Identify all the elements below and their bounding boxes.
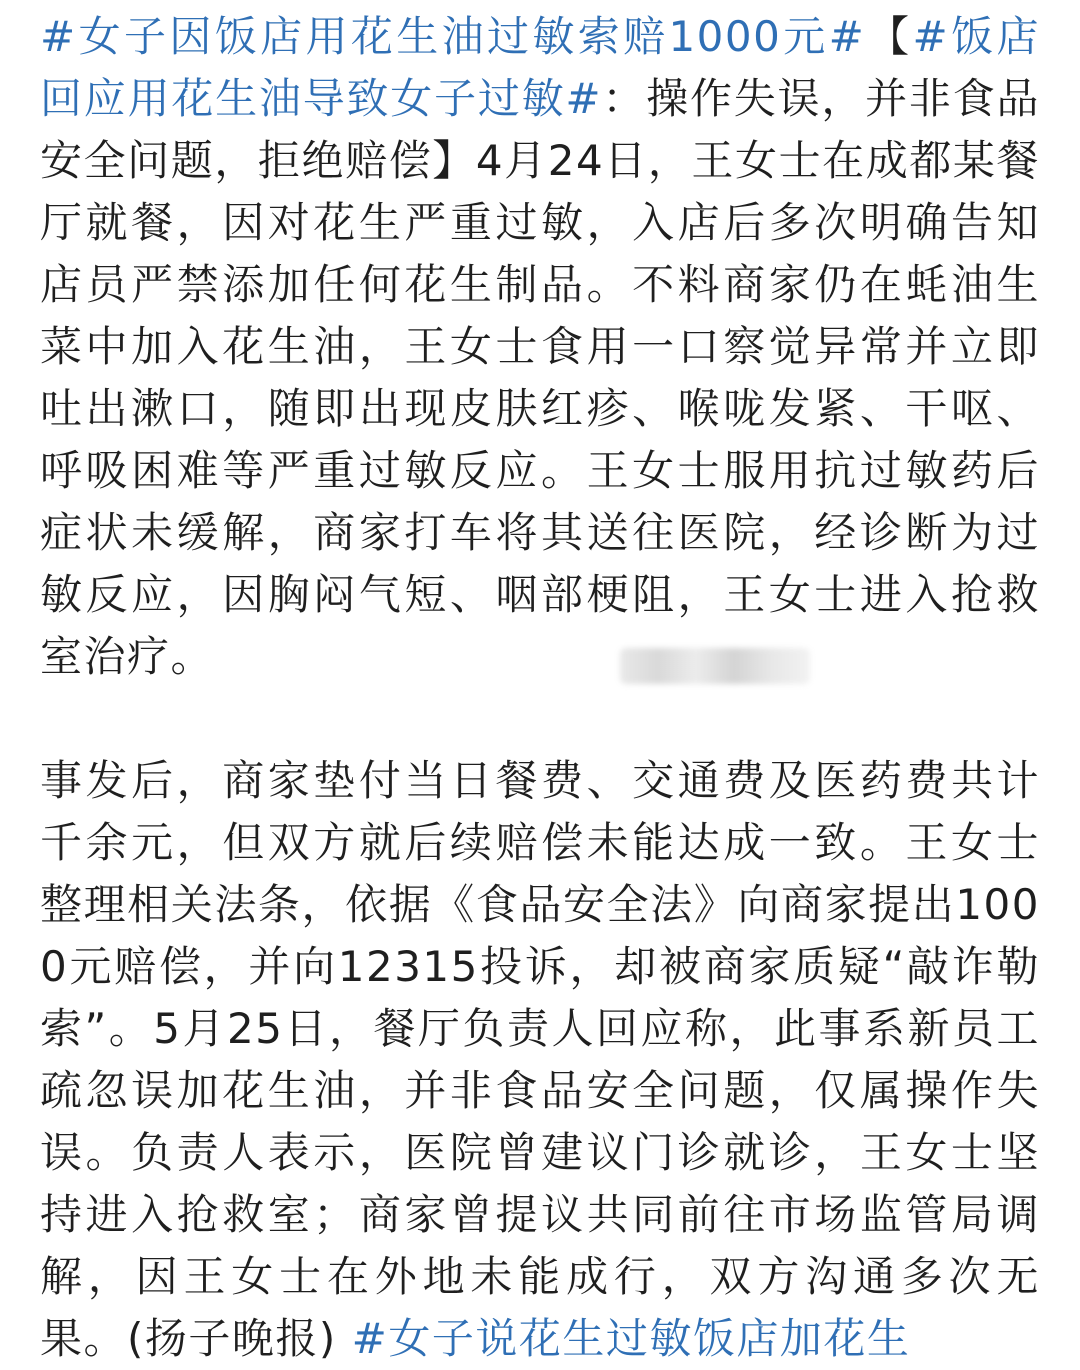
blurred-username-watermark [620,648,810,684]
post-body-text-2: 事发后，商家垫付当日餐费、交通费及医药费共计千余元，但双方就后续赔偿未能达成一致。王女士整理相关法条，依据《食品安全法》向商家提出1000元赔偿，并向12315投诉，却被商家质疑“敲诈勒索”。5月25日，餐厅负责人回应称，此事系新员工疏忽误加花生油，并非食品安全问题，仅属操作失误。负责人表示，医院曾建议门诊就诊，王女士坚持进入抢救室；商家曾提议共同前往市场监管局调解，因王女士在外地未能成行，双方沟通多次无果。(扬子晚报) [40,756,1040,1363]
bracket-open-text: 【 [865,12,913,61]
post-paragraph-2 [40,750,1040,1370]
topic-link-peanut-allergy[interactable]: #女子说花生过敏饭店加花生 [351,1314,911,1363]
post-body-text-1: ：操作失误，并非食品安全问题，拒绝赔偿】4月24日，王女士在成都某餐厅就餐，因对花生严重过敏，入店后多次明确告知店员严禁添加任何花生制品。不料商家仍在蚝油生菜中加入花生油，王女士食用一口察觉异常并立即吐出漱口，随即出现皮肤红疹、喉咙发紧、干呕、呼吸困难等严重过敏反应。王女士服用抗过敏药后症状未缓解，商家打车将其送往医院，经诊断为过敏反应，因胸闷气短、咽部梗阻，王女士进入抢救室治疗。 [40,74,1040,681]
topic-link-peanut-oil-claim[interactable]: #女子因饭店用花生油过敏索赔1000元# [40,12,866,61]
paragraph-spacer [40,688,1040,750]
post-text [40,6,1040,1370]
post-paragraph-1 [40,6,1040,688]
topic-link-restaurant-response[interactable]: #饭店回应用花生油导致女子过敏# [40,12,1040,123]
